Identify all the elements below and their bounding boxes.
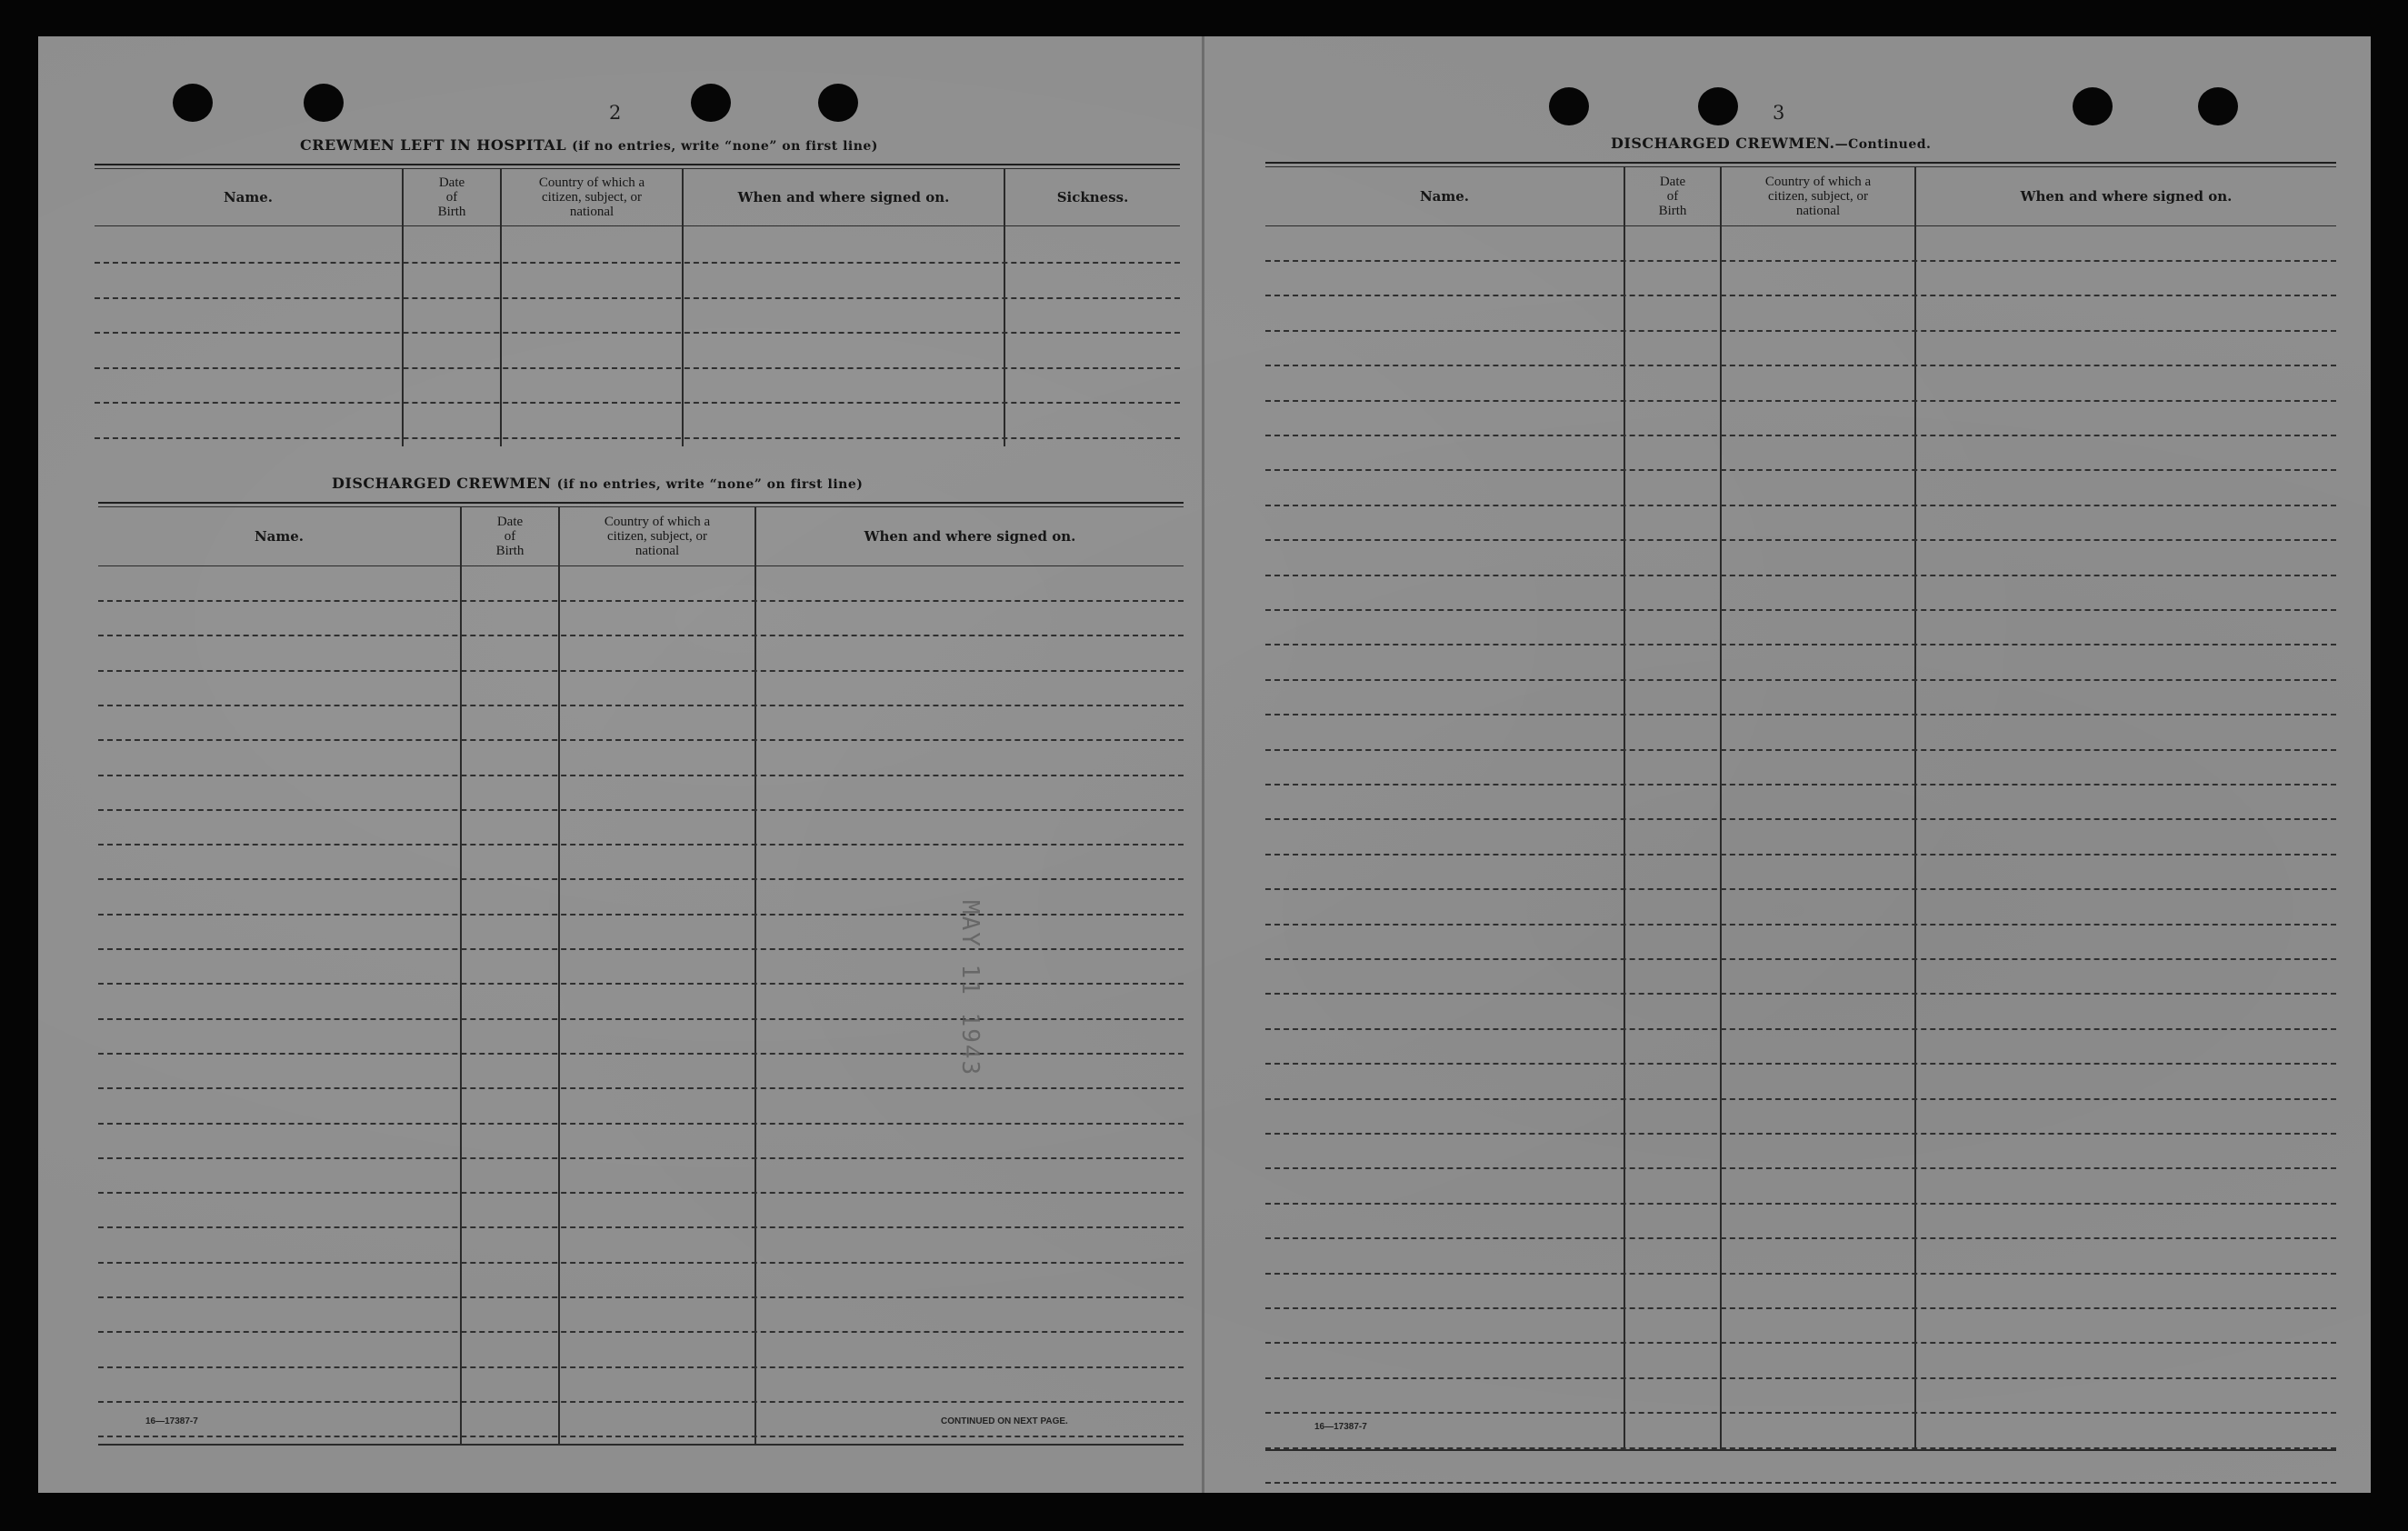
entry-line <box>1265 1482 2336 1484</box>
col-header-country: Country of which a citizen, subject, or national <box>604 515 711 558</box>
entry-line <box>98 1192 1184 1194</box>
entry-line <box>98 600 1184 602</box>
entry-line <box>1265 1412 2336 1414</box>
entry-line <box>98 844 1184 846</box>
entry-line <box>98 1157 1184 1159</box>
entry-line <box>1265 435 2336 436</box>
entry-line <box>1265 1377 2336 1379</box>
entry-line <box>98 1123 1184 1125</box>
entry-line <box>98 670 1184 672</box>
entry-line <box>98 1018 1184 1020</box>
table-bottom-rule <box>98 1444 1184 1446</box>
form-number-right: 16—17387-7 <box>1314 1422 1367 1432</box>
entry-line <box>1265 644 2336 645</box>
entry-line <box>1265 924 2336 926</box>
punch-hole <box>2073 87 2113 125</box>
col-header-name: Name. <box>1419 188 1470 205</box>
entry-line <box>98 809 1184 811</box>
discharged-title: DISCHARGED CREWMEN <box>332 475 552 492</box>
discharged-note: (if no entries, write “none” on first line) <box>556 477 864 492</box>
entry-line <box>98 1262 1184 1264</box>
entry-line <box>98 1436 1184 1437</box>
entry-line <box>1265 1307 2336 1309</box>
entry-line <box>98 705 1184 706</box>
entry-line <box>1265 993 2336 995</box>
entry-line <box>98 1087 1184 1089</box>
entry-line <box>1265 749 2336 751</box>
col-header-country: Country of which a citizen, subject, or national <box>538 175 645 219</box>
discharged-section-title <box>332 475 863 492</box>
col-header-signed-on: When and where signed on. <box>737 189 950 205</box>
hospital-section-title <box>300 136 878 154</box>
col-header-date-of-birth: Date of Birth <box>1658 175 1687 218</box>
col-header-name: Name. <box>254 528 305 545</box>
entry-line <box>1265 260 2336 262</box>
col-header-date-of-birth: Date of Birth <box>495 515 525 558</box>
entry-line <box>1265 888 2336 890</box>
entry-line <box>1265 784 2336 786</box>
entry-line <box>1265 854 2336 856</box>
entry-line <box>1265 400 2336 402</box>
entry-line <box>1265 539 2336 541</box>
entry-line <box>1265 575 2336 576</box>
entry-line <box>98 775 1184 776</box>
entry-line <box>1265 679 2336 681</box>
entry-line <box>95 332 1180 334</box>
entry-line <box>1265 1273 2336 1275</box>
center-fold <box>1202 36 1204 1493</box>
entry-line <box>98 1401 1184 1403</box>
punch-hole <box>1549 87 1589 125</box>
entry-line <box>1265 1063 2336 1065</box>
hospital-title: CREWMEN LEFT IN HOSPITAL <box>300 136 567 154</box>
discharged-continued-main: DISCHARGED CREWMEN. <box>1611 135 1835 152</box>
entry-line <box>98 1366 1184 1368</box>
entry-line <box>1265 1028 2336 1030</box>
entry-line <box>1265 469 2336 471</box>
entry-line <box>1265 330 2336 332</box>
punch-hole <box>173 84 213 122</box>
entry-line <box>95 367 1180 369</box>
entry-line <box>1265 365 2336 366</box>
col-header-signed-on: When and where signed on. <box>2020 188 2233 205</box>
col-header-date-of-birth: Date of Birth <box>437 175 466 219</box>
entry-line <box>1265 1133 2336 1135</box>
entry-line <box>95 437 1180 439</box>
entry-line <box>1265 505 2336 506</box>
form-number-left: 16—17387-7 <box>145 1416 198 1426</box>
entry-line <box>95 402 1180 404</box>
discharged-continued-suffix: —Continued. <box>1834 137 1932 152</box>
entry-line <box>98 914 1184 916</box>
punch-hole <box>818 84 858 122</box>
entry-line <box>98 1296 1184 1298</box>
entry-line <box>98 948 1184 950</box>
discharged-continued-title <box>1611 135 1931 152</box>
entry-line <box>1265 1342 2336 1344</box>
entry-line <box>95 262 1180 264</box>
page-number-left: 2 <box>609 102 622 124</box>
col-header-country: Country of which a citizen, subject, or national <box>1764 175 1872 218</box>
entry-line <box>1265 958 2336 960</box>
col-header-sickness: Sickness. <box>1056 189 1129 205</box>
entry-line <box>1265 818 2336 820</box>
punch-hole <box>2198 87 2238 125</box>
punch-hole <box>1698 87 1738 125</box>
entry-line <box>1265 1237 2336 1239</box>
hospital-table <box>95 164 1180 450</box>
entry-line <box>98 1331 1184 1333</box>
entry-line <box>98 739 1184 741</box>
col-header-name: Name. <box>223 189 274 205</box>
discharged-table <box>98 502 1184 1447</box>
hospital-note: (if no entries, write “none” on first line) <box>572 139 878 154</box>
entry-line <box>95 297 1180 299</box>
punch-hole <box>304 84 344 122</box>
page-number-right: 3 <box>1773 102 1785 124</box>
entry-line <box>1265 1167 2336 1169</box>
document-sheet <box>38 36 2371 1493</box>
continued-notice: CONTINUED ON NEXT PAGE. <box>941 1416 1068 1426</box>
entry-line <box>1265 714 2336 715</box>
entry-line <box>98 1226 1184 1228</box>
col-header-signed-on: When and where signed on. <box>864 528 1076 545</box>
discharged-continued-table <box>1265 162 2336 1453</box>
entry-line <box>98 983 1184 985</box>
entry-line <box>1265 1203 2336 1205</box>
entry-line <box>98 635 1184 636</box>
table-bottom-rule <box>1265 1449 2336 1451</box>
date-stamp: MAY 11 1943 <box>956 900 984 1077</box>
entry-line <box>1265 1098 2336 1100</box>
entry-line <box>1265 609 2336 611</box>
entry-line <box>1265 295 2336 296</box>
punch-hole <box>691 84 731 122</box>
entry-line <box>98 878 1184 880</box>
entry-line <box>98 1053 1184 1055</box>
